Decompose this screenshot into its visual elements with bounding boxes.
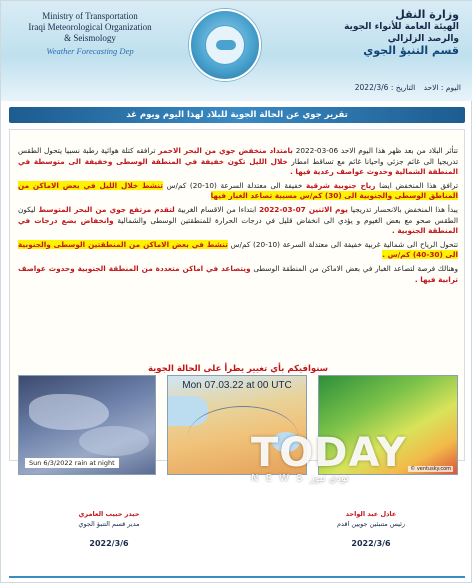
p4-text-a: تتحول الرياح الى شمالية غربية خفيفة الى معتدلة السرعة (10-20) كم/س (230, 239, 458, 249)
signature-left (39, 509, 179, 549)
p2-text-b: رياح جنوبية شرقية (305, 180, 376, 190)
header-en-line-3: & Seismology (64, 33, 116, 43)
bottom-divider (9, 576, 465, 578)
p3-text-c: ابتداءا من الاقسام الغربية (177, 204, 257, 214)
organization-logo-icon (189, 9, 261, 81)
header-en-line-4: Weather Forecasting Dep (46, 46, 134, 56)
header-en-line-2: Iraqi Meteorological Organization (28, 22, 152, 32)
paragraph-4 (18, 240, 458, 261)
p2-text-a: ترافق هذا المنخفض ايضا (379, 180, 458, 190)
signature-left-date: 2022/3/6 (89, 539, 129, 548)
p1-text-a: تتأثر البلاد من بعد ظهر هذا اليوم الاحد 06-03-2022 (295, 146, 458, 155)
p3-text-d: لتقدم مرتفع جوي من البحر المتوسط (38, 204, 175, 214)
logo-cloud-icon (216, 40, 236, 50)
header-ar-line-4: قسم التنبؤ الجوي (363, 44, 459, 57)
right-map-credit: © ventusky.com (410, 466, 451, 472)
report-date-line (349, 83, 461, 92)
p3-text-b: يوم الاثنين 07-03-2022 (259, 204, 348, 214)
signature-right-date: 2022/3/6 (351, 539, 391, 548)
paragraph-3 (18, 205, 458, 237)
p3-text-f: وانخفاض بضع درجات في المنطقة الجنوبية . (18, 215, 458, 236)
header-ar-line-2: الهيئة العامة للأنواء الجوية (344, 22, 459, 32)
satellite-map-left (18, 375, 156, 475)
signature-right-name: عادل عبد الواحد (345, 510, 397, 518)
left-map-label: Sun 6/3/2022 rain at night (25, 458, 119, 468)
paragraph-2 (18, 181, 458, 202)
paragraph-1 (18, 146, 458, 178)
english-org-name (15, 11, 165, 57)
p2-text-c: خفيفة الى معتدلة السرعة (10-20) كم/س (166, 180, 303, 190)
paragraph-5 (18, 264, 458, 285)
p3-text-a: يبدأ هذا المنخفض بالانحسار تدريجيا (350, 204, 458, 214)
p4-text-b: تنشط في بعض الاماكن من المنطقتين الوسطى والجنوبية الى (30-40) كم/س . (18, 239, 458, 260)
p2-text-d: تنشط خلال الليل في بعض الاماكن من المناطق الوسطى والجنوبية الى (30) كم/س مسببة تصاعد الغبار فيها (18, 180, 458, 201)
signature-right-title: رئيس متنبئين جويين اقدم (336, 520, 406, 528)
header-ar-line-1: وزارة النقل (395, 8, 459, 21)
header-en-line-1: Ministry of Transportation (42, 11, 138, 21)
p5-text-a: وهنالك فرصة لتصاعد الغبار في بعض الاماكن من المنطقة الوسطى (253, 263, 458, 273)
report-date: التاريخ : 2022/3/6 (354, 83, 416, 92)
cloud-mass-secondary (79, 426, 149, 456)
report-title: تقرير جوي عن الحالة الجوية للبلاد لهذا اليوم ويوم غد (9, 107, 465, 123)
report-day: اليوم : الاحد (423, 83, 461, 92)
update-notice: سنوافيكم بأي تغيير يطرأ على الحالة الجوية (147, 364, 329, 374)
logo-inner-ring (205, 25, 245, 65)
report-body (9, 129, 465, 472)
watermark-brand: TODAY (251, 430, 407, 476)
report-paragraphs (18, 146, 458, 288)
p1-text-d: خلال الليل تكون خفيفة في المنطقة الوسطى وخفيفة الى متوسطة في المنطقة الشمالية وحدوث عواصف رعدية فيها . (18, 156, 458, 177)
arabic-org-name (299, 9, 459, 57)
header-ar-line-3: والرصد الزلزالي (387, 34, 459, 44)
p1-text-b: بامتداد منخفض جوي من البحر الاحمر (158, 146, 293, 155)
signature-right (301, 509, 441, 549)
cloud-mass (29, 394, 109, 430)
document-header (1, 1, 472, 101)
signature-left-name: حيدر حبيب العامري (78, 510, 140, 518)
p5-text-b: ويتصاعد في اماكن متعددة من المنطقة الجنوبية وحدوث عواصف ترابية فيها . (18, 263, 458, 284)
watermark-sub: N E W S تودي نيوز (251, 473, 349, 484)
today-news-watermark (251, 431, 431, 495)
p1-text-c: ترافقه كتلة هوائية رطبة نسبيا يتحول الطقس تدريجيا الى غائم جزئي واحيانا غائم مع تساقط امطار (18, 146, 458, 166)
mid-map-label: Mon 07.03.22 at 00 UTC (182, 380, 292, 391)
signature-left-title: مدير قسم التنبؤ الجوي (78, 520, 140, 528)
p3-text-e: ليكون الطقس صحو مع بعض الغيوم و يؤدي الى انخفاض قليل في درجات الحرارة للمنطقتين الوسطى والشمالية (18, 204, 459, 225)
